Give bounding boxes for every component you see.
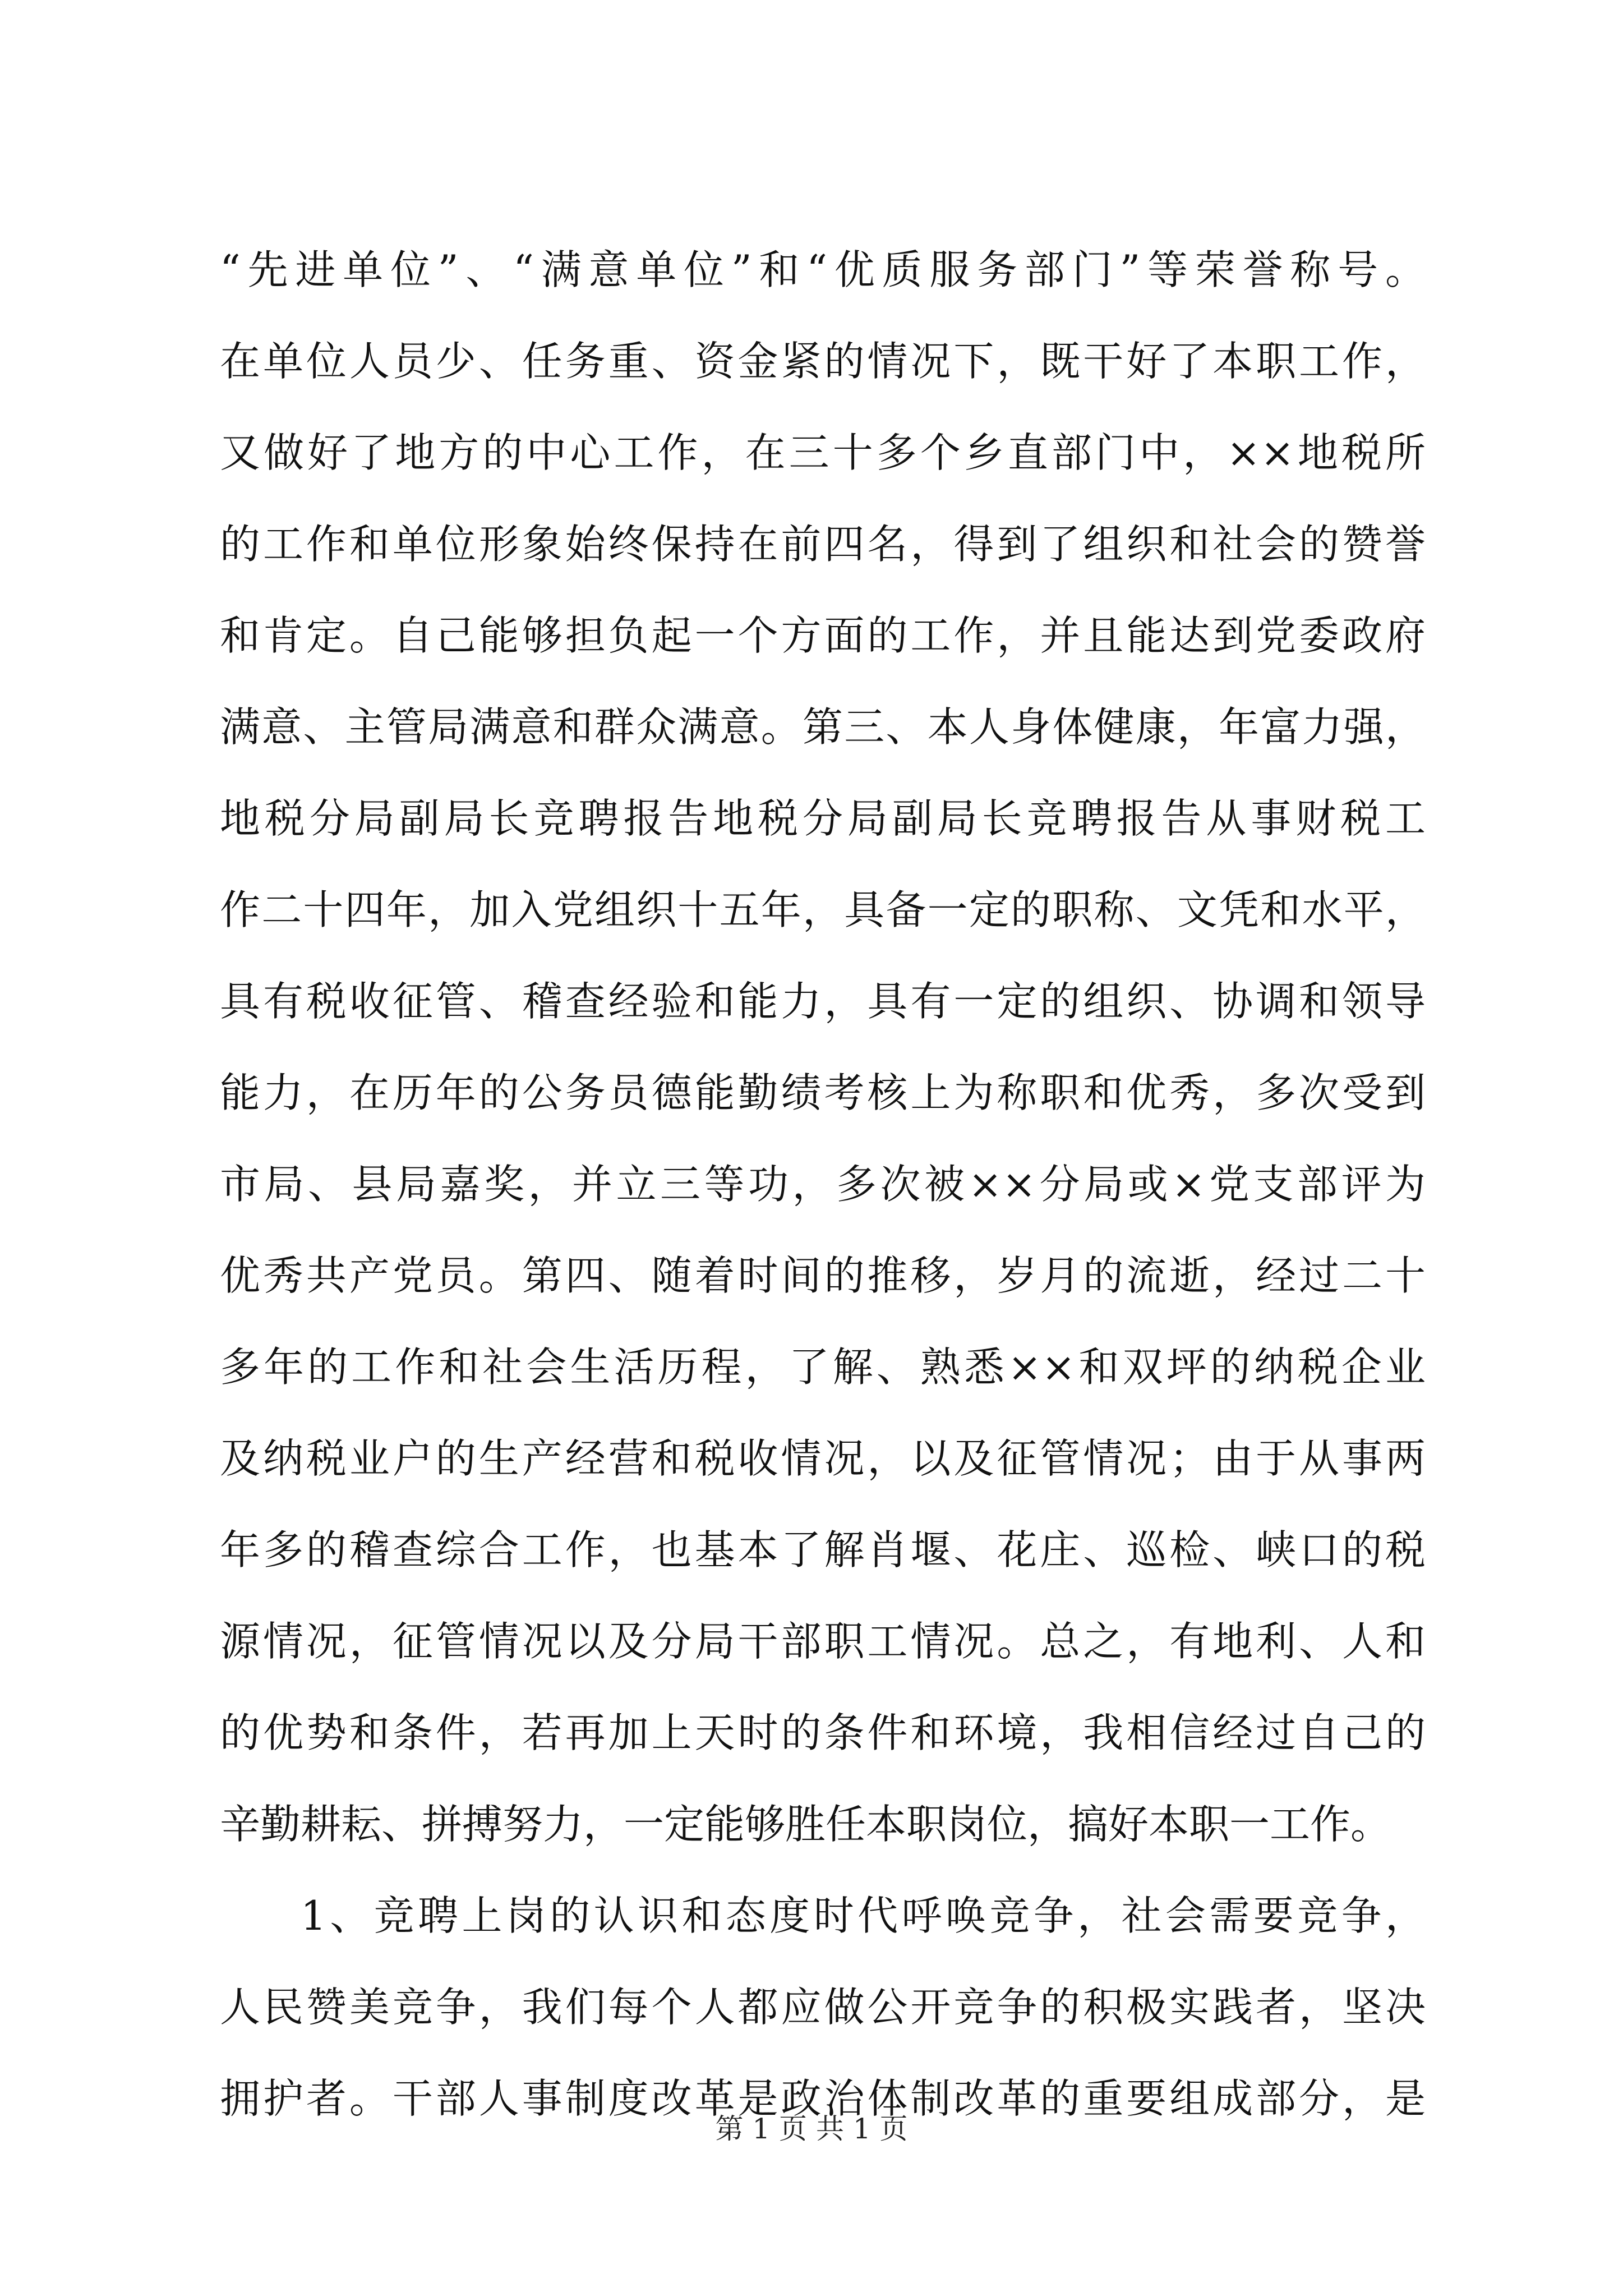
- text-line: 作二十四年，加入党组织十五年，具备一定的职称、文凭和水平，: [220, 886, 1426, 933]
- page-number-footer: 第 1 页 共 1 页: [715, 2113, 908, 2145]
- text-line: 年多的稽查综合工作，也基本了解肖堰、花庄、巡检、峡口的税: [220, 1526, 1426, 1573]
- text-line: 人民赞美竞争，我们每个人都应做公开竞争的积极实践者，坚决: [220, 1984, 1426, 2031]
- text-line: 拥护者。干部人事制度改革是政治体制改革的重要组成部分，是: [220, 2075, 1426, 2122]
- text-line: 能力，在历年的公务员德能勤绩考核上为称职和优秀，多次受到: [220, 1069, 1426, 1116]
- text-line: 源情况，征管情况以及分局干部职工情况。总之，有地利、人和: [220, 1618, 1426, 1665]
- text-line: 地税分局副局长竞聘报告地税分局副局长竞聘报告从事财税工: [220, 795, 1426, 842]
- text-line: 在单位人员少、任务重、资金紧的情况下，既干好了本职工作，: [220, 338, 1426, 385]
- text-line: 具有税收征管、稽查经验和能力，具有一定的组织、协调和领导: [220, 978, 1426, 1025]
- text-line: 满意、主管局满意和群众满意。第三、本人身体健康，年富力强，: [220, 703, 1426, 751]
- text-line: 又做好了地方的中心工作，在三十多个乡直部门中，××地税所: [220, 429, 1426, 476]
- text-line: 的工作和单位形象始终保持在前四名，得到了组织和社会的赞誉: [220, 521, 1426, 568]
- text-line: 和肯定。自己能够担负起一个方面的工作，并且能达到党委政府: [220, 612, 1426, 659]
- body-text: [220, 224, 1426, 2145]
- text-line: 1、竞聘上岗的认识和态度时代呼唤竞争，社会需要竞争，: [301, 1892, 1426, 1939]
- text-line: 市局、县局嘉奖，并立三等功，多次被××分局或×党支部评为: [220, 1161, 1426, 1208]
- text-line: 及纳税业户的生产经营和税收情况，以及征管情况；由于从事两: [220, 1435, 1426, 1482]
- text-line: 优秀共产党员。第四、随着时间的推移，岁月的流逝，经过二十: [220, 1252, 1426, 1299]
- text-line: 的优势和条件，若再加上天时的条件和环境，我相信经过自己的: [220, 1709, 1426, 1756]
- text-line: 多年的工作和社会生活历程，了解、熟悉××和双坪的纳税企业: [220, 1343, 1426, 1391]
- text-line: “先进单位”、“满意单位”和“优质服务部门”等荣誉称号。: [220, 246, 1426, 293]
- text-line: 辛勤耕耘、拼搏努力，一定能够胜任本职岗位，搞好本职一工作。: [220, 1801, 1391, 1848]
